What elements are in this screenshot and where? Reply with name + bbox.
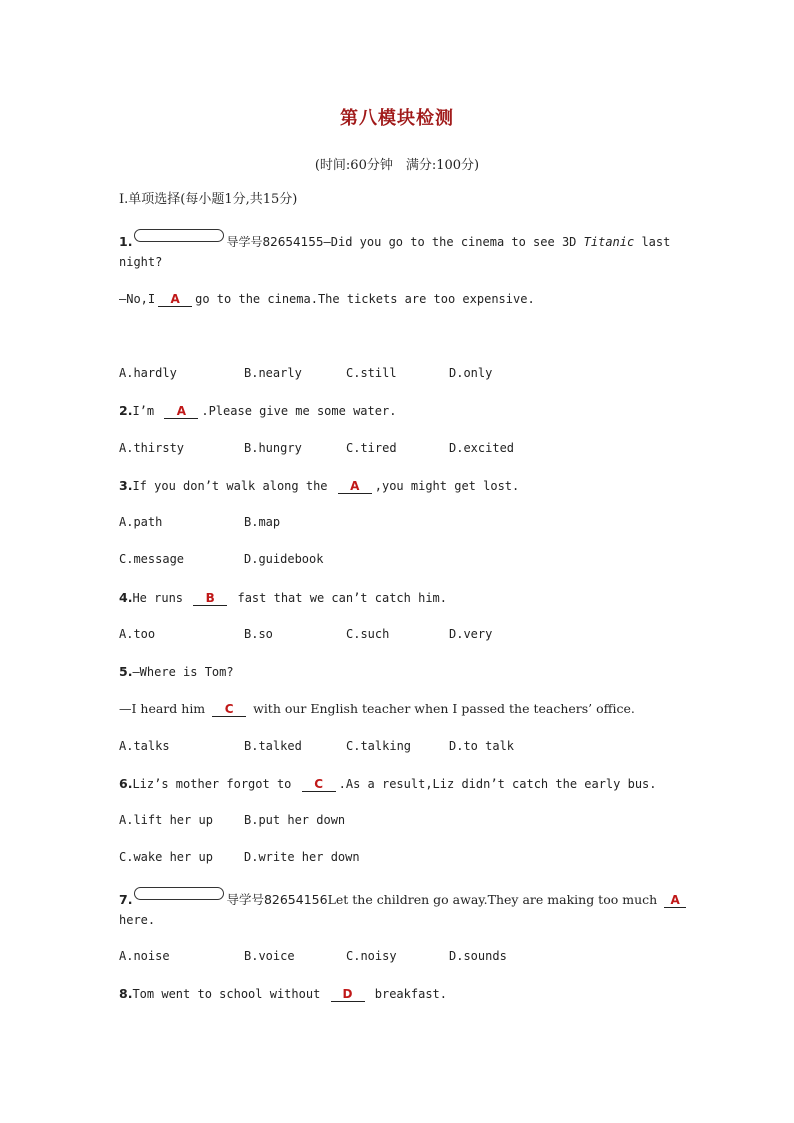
question-2 — [119, 402, 396, 420]
guide-number: 导学号82654156 — [226, 892, 328, 907]
answer: C — [314, 777, 324, 791]
option: A.thirsty — [119, 441, 185, 455]
answer-blank — [193, 591, 227, 606]
question-stem: —Where is Tom? — [132, 665, 234, 679]
question-stem: If you don’t walk along the — [132, 479, 335, 493]
option: A.path — [119, 515, 163, 529]
option: D.only — [449, 366, 493, 380]
guide-number: 导学号82654155 — [226, 235, 324, 249]
option: B.voice — [244, 949, 295, 963]
option: D.sounds — [449, 949, 507, 963]
question-number: 8. — [119, 986, 133, 1001]
question-number: 6. — [119, 776, 133, 791]
option: A.too — [119, 627, 156, 641]
answer-blank — [158, 292, 192, 307]
question-stem: He runs — [132, 591, 191, 605]
guide-pill-icon — [134, 229, 224, 242]
question-stem-end: .Please give me some water. — [201, 404, 397, 418]
option: C.wake her up — [119, 850, 213, 864]
option: B.talked — [244, 739, 302, 753]
option: C.tired — [346, 441, 397, 455]
option: A.talks — [119, 739, 170, 753]
answer: A — [170, 292, 180, 306]
option: D.guidebook — [244, 552, 324, 566]
question-stem-italic: Titanic — [583, 235, 635, 249]
question-stem: Tom went to school without — [132, 987, 328, 1001]
question-stem: Liz’s mother forgot to — [132, 777, 299, 791]
answer-blank — [302, 777, 336, 792]
question-stem-end: fast that we can’t catch him. — [230, 591, 447, 605]
question-7 — [119, 887, 689, 909]
answer: C — [224, 702, 234, 716]
option: D.very — [449, 627, 493, 641]
page-title: 第八模块检测 — [340, 108, 454, 129]
question-stem-end: breakfast. — [367, 987, 448, 1001]
answer: A — [176, 404, 186, 418]
question-8 — [119, 985, 447, 1003]
question-stem: —Did you go to the cinema to see 3D — [323, 235, 584, 249]
question-7-line2: here. — [119, 913, 156, 927]
option: B.nearly — [244, 366, 302, 380]
question-stem: I’m — [132, 404, 162, 418]
question-number: 3. — [119, 478, 133, 493]
option: C.such — [346, 627, 390, 641]
answer-blank — [164, 404, 198, 419]
section-heading: Ⅰ.单项选择(每小题1分,共15分) — [119, 192, 298, 207]
question-1-line2: night? — [119, 255, 163, 269]
answer: D — [342, 987, 353, 1001]
option: B.so — [244, 627, 273, 641]
option: C.message — [119, 552, 185, 566]
question-number: 1. — [119, 234, 133, 249]
exam-info: (时间:60分钟 满分:100分) — [314, 158, 480, 173]
option: C.talking — [346, 739, 412, 753]
option: B.put her down — [244, 813, 346, 827]
question-5 — [119, 663, 234, 681]
question-stem-end: last — [634, 235, 671, 249]
answer: B — [205, 591, 215, 605]
question-1-reply — [119, 290, 535, 308]
question-number: 5. — [119, 664, 133, 679]
question-5-reply — [119, 700, 635, 718]
option: D.write her down — [244, 850, 360, 864]
question-4 — [119, 589, 447, 607]
question-stem: Let the children go away.They are making too much — [327, 892, 662, 907]
reply-text-end: go to the cinema.The tickets are too expensive. — [195, 292, 535, 306]
option: D.excited — [449, 441, 515, 455]
question-6 — [119, 775, 657, 793]
answer: A — [670, 893, 680, 907]
question-stem-end: .As a result,Liz didn’t catch the early bus. — [338, 777, 657, 791]
reply-text-end: with our English teacher when I passed the teachers’ office. — [249, 701, 635, 716]
option: D.to talk — [449, 739, 515, 753]
question-3 — [119, 477, 519, 495]
answer-blank — [664, 893, 686, 908]
question-number: 4. — [119, 590, 133, 605]
reply-text: —I heard him — [119, 701, 210, 716]
question-1 — [119, 229, 670, 251]
option: A.lift her up — [119, 813, 213, 827]
option: A.hardly — [119, 366, 177, 380]
answer-blank — [338, 479, 372, 494]
question-number: 7. — [119, 892, 133, 907]
option: A.noise — [119, 949, 170, 963]
guide-pill-icon — [134, 887, 224, 900]
answer-blank — [331, 987, 365, 1002]
option: C.noisy — [346, 949, 397, 963]
answer: A — [350, 479, 360, 493]
option: B.hungry — [244, 441, 302, 455]
question-number: 2. — [119, 403, 133, 418]
question-stem-end: ,you might get lost. — [374, 479, 520, 493]
option: B.map — [244, 515, 281, 529]
option: C.still — [346, 366, 397, 380]
reply-text: —No,I — [119, 292, 156, 306]
answer-blank — [212, 702, 246, 717]
